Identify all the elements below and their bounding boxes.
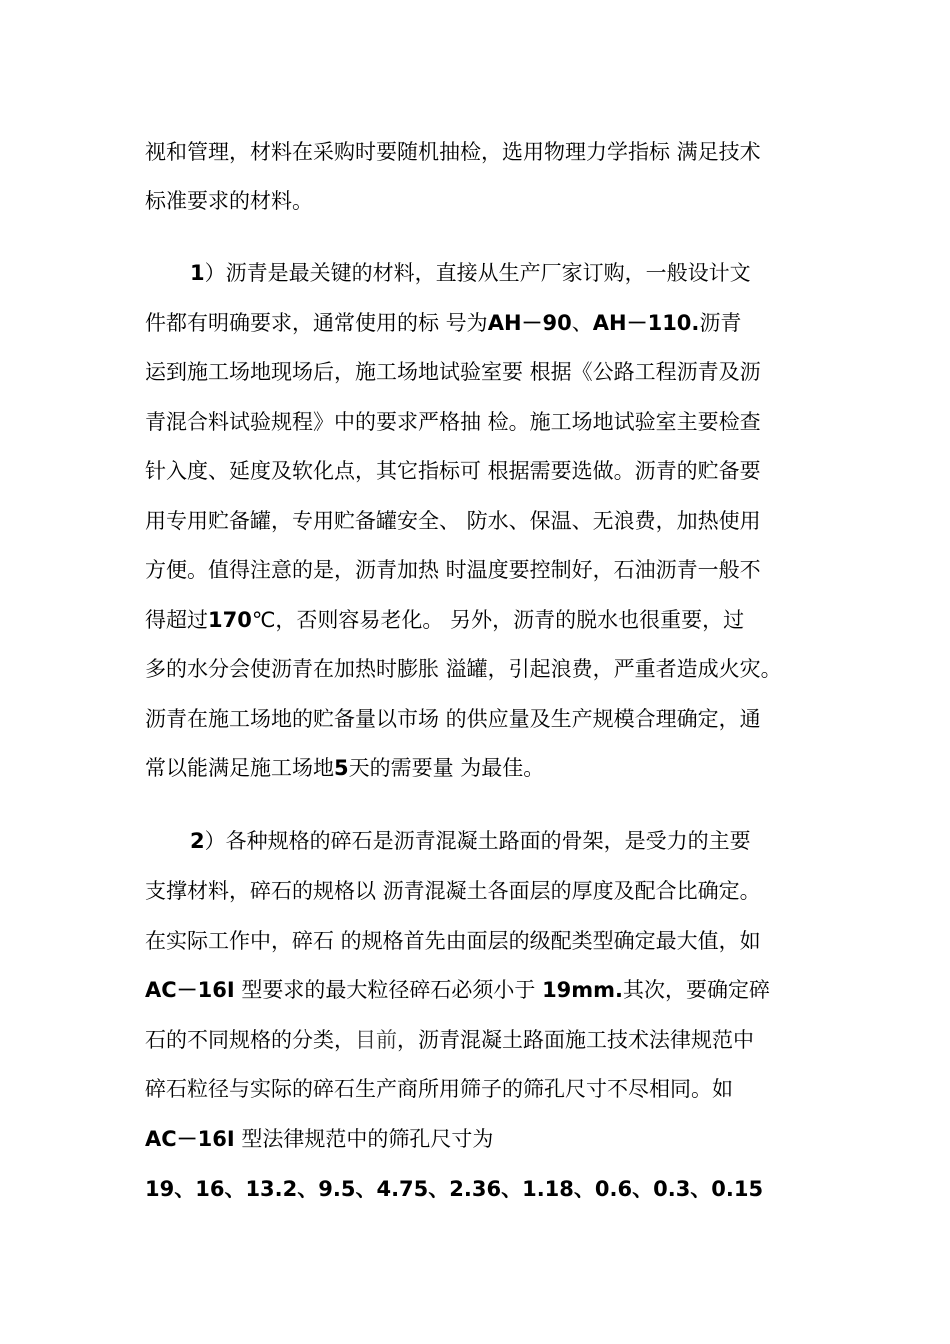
asphalt-line-6: [145, 506, 761, 536]
asphalt-line-11-tail: 天的需要量 为最佳。: [348, 756, 545, 780]
asphalt-line-8: [145, 605, 744, 635]
asphalt-storage-days: 5: [334, 756, 349, 780]
asphalt-line-5-text: 针入度、延度及软化点，其它指标可 根据需要选做。沥青的贮备要: [145, 459, 761, 483]
gravel-line-6-text: 碎石粒径与实际的碎石生产商所用筛子的筛孔尺寸不尽相同。如: [145, 1077, 733, 1101]
gravel-line-6: [145, 1074, 733, 1104]
asphalt-grade-ah110: AH－110.: [592, 311, 700, 335]
gravel-line-1-text: ）各种规格的碎石是沥青混凝土路面的骨架，是受力的主要: [204, 829, 751, 853]
gravel-type-ac16i: AC－16I: [145, 978, 235, 1002]
asphalt-line-7: [145, 555, 761, 585]
gravel-line-4: [145, 975, 770, 1005]
gravel-line-2: [145, 876, 761, 906]
asphalt-line-2-tail: 沥青: [699, 311, 742, 335]
asphalt-line-1-text: ）沥青是最关键的材料，直接从生产厂家订购，一般设计文: [204, 261, 751, 285]
gravel-line-7-text: 型法律规范中的筛孔尺寸为: [234, 1127, 494, 1151]
asphalt-line-10-text: 沥青在施工场地的贮备量以市场 的供应量及生产规模合理确定，通: [145, 707, 761, 731]
gravel-type-ac16i-2: AC－16I: [145, 1127, 235, 1151]
intro-line-2-text: 标准要求的材料。: [145, 189, 313, 213]
gravel-line-2-text: 支撑材料，碎石的规格以 沥青混凝土各面层的厚度及配合比确定。: [145, 879, 761, 903]
gravel-line-7: [145, 1124, 493, 1154]
asphalt-line-4: [145, 407, 761, 437]
gravel-max-size: 19mm.: [542, 978, 624, 1002]
asphalt-line-5: [145, 456, 761, 486]
asphalt-item-number: 1: [190, 261, 205, 285]
asphalt-line-2: [145, 308, 741, 338]
asphalt-line-2-text: 件都有明确要求，通常使用的标 号为: [145, 311, 488, 335]
asphalt-line-10: [145, 704, 761, 734]
gravel-line-3: [145, 926, 761, 956]
asphalt-grade-ah90: AH－90: [487, 311, 572, 335]
intro-line-1: [145, 137, 761, 167]
gravel-line-5-text: 石的不同规格的分类，: [145, 1028, 355, 1052]
asphalt-line-11-text: 常以能满足施工场地: [145, 756, 334, 780]
asphalt-line-3-text: 运到施工场地现场后，施工场地试验室要 根据《公路工程沥青及沥: [145, 360, 761, 384]
gravel-line-5: [145, 1025, 754, 1055]
asphalt-grade-separator: 、: [571, 311, 593, 335]
gravel-line-5-tail: ，沥青混凝土路面施工技术法律规范中: [397, 1028, 754, 1052]
asphalt-line-6-text: 用专用贮备罐，专用贮备罐安全、 防水、保温、无浪费，加热使用: [145, 509, 761, 533]
asphalt-line-1: [190, 258, 751, 288]
gravel-line-4-tail: 其次，要确定碎: [623, 978, 771, 1002]
gravel-line-8: [145, 1174, 763, 1204]
gravel-line-4-text: 型要求的最大粒径碎石必须小于: [234, 978, 543, 1002]
gravel-line-3-text: 在实际工作中，碎石 的规格首先由面层的级配类型确定最大值，如: [145, 929, 761, 953]
gravel-item-number: 2: [190, 829, 205, 853]
gravel-line-1: [190, 826, 751, 856]
asphalt-line-11: [145, 753, 544, 783]
intro-line-2: [145, 186, 313, 216]
gravel-line-5-muted: 目前: [355, 1028, 397, 1052]
asphalt-line-8-tail: ℃，否则容易老化。 另外，沥青的脱水也很重要，过: [251, 608, 745, 632]
asphalt-line-9-text: 多的水分会使沥青在加热时膨胀 溢罐，引起浪费，严重者造成火灾。: [145, 657, 782, 681]
asphalt-line-7-text: 方便。值得注意的是，沥青加热 时温度要控制好，石油沥青一般不: [145, 558, 761, 582]
asphalt-line-4-text: 青混合料试验规程》中的要求严格抽 检。施工场地试验室主要检查: [145, 410, 761, 434]
gravel-sieve-sizes: 19、16、13.2、9.5、4.75、2.36、1.18、0.6、0.3、0.15: [145, 1177, 764, 1201]
asphalt-max-temperature: 170: [208, 608, 252, 632]
asphalt-line-8-text: 得超过: [145, 608, 208, 632]
asphalt-line-3: [145, 357, 761, 387]
intro-line-1-text: 视和管理，材料在采购时要随机抽检，选用物理力学指标 满足技术: [145, 140, 761, 164]
asphalt-line-9: [145, 654, 782, 684]
